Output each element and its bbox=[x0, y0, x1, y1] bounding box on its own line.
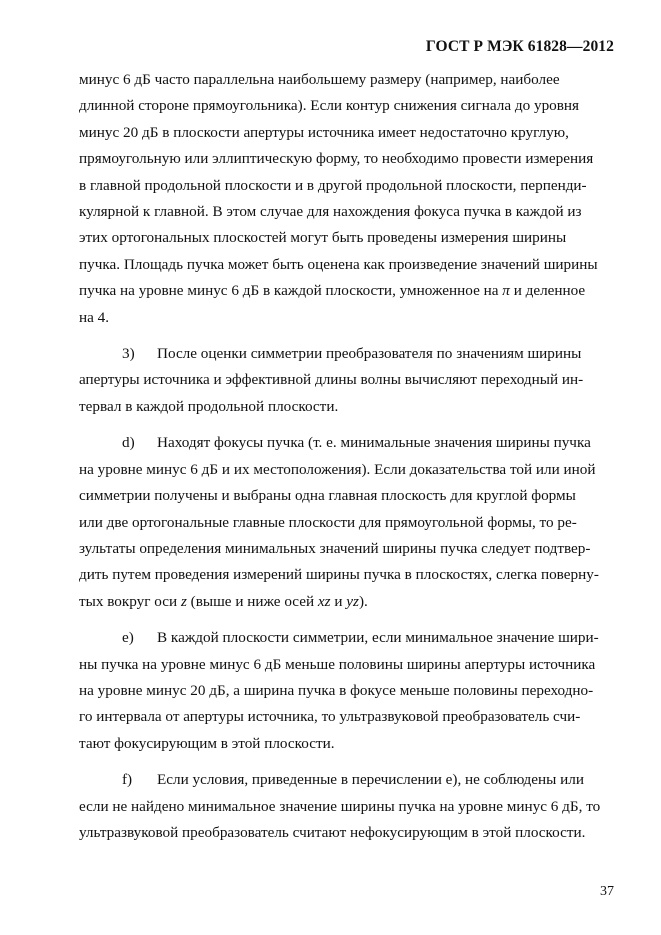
text-line: тервал в каждой продольной плоскости. bbox=[79, 397, 339, 415]
text-line: в главной продольной плоскости и в другой продольной плоскости, перпенди- bbox=[79, 176, 587, 194]
axis-symbol: xz bbox=[317, 592, 331, 610]
list-item-f bbox=[79, 767, 614, 846]
text-line: прямоугольную или эллиптическую форму, то необходимо провести измерения bbox=[79, 150, 594, 168]
text-line: го интервала от апертуры источника, то ультразвуковой преобразователь счи- bbox=[79, 708, 581, 726]
text-line: ультразвуковой преобразователь считают нефокусирующим в этой плоскости. bbox=[79, 823, 586, 841]
text-fragment: В каждой плоскости симметрии, если минимальное значение шири- bbox=[157, 629, 599, 647]
text-line bbox=[79, 430, 614, 456]
document-header: ГОСТ Р МЭК 61828—2012 bbox=[425, 38, 614, 55]
list-marker: d) bbox=[122, 434, 135, 452]
text-line bbox=[79, 589, 614, 615]
pi-symbol: π bbox=[502, 282, 510, 300]
text-line bbox=[79, 767, 614, 793]
text-fragment: и деленное bbox=[509, 282, 586, 300]
list-marker: f) bbox=[122, 771, 133, 789]
continuation-paragraph bbox=[79, 67, 614, 331]
text-fragment: (выше и ниже осей bbox=[186, 592, 318, 610]
text-fragment: тых вокруг оси bbox=[79, 592, 181, 610]
text-line: симметрии получены и выбраны одна главная плоскость для круглой формы bbox=[79, 487, 576, 505]
text-line: пучка. Площадь пучка может быть оценена как произведение значений ширины bbox=[79, 255, 598, 273]
text-line: апертуры источника и эффективной длины волны вычисляют переходный ин- bbox=[79, 371, 584, 389]
text-fragment: Находят фокусы пучка (т. е. минимальные значения ширины пучка bbox=[157, 434, 591, 452]
axis-symbol: yz bbox=[346, 592, 359, 610]
text-line: тают фокусирующим в этой плоскости. bbox=[79, 734, 335, 752]
text-fragment: Если условия, приведенные в перечислении е), не соблюдены или bbox=[157, 771, 584, 789]
axis-symbol: z bbox=[180, 592, 187, 610]
text-fragment: и bbox=[330, 592, 347, 610]
list-marker: e) bbox=[122, 629, 134, 647]
list-item-c bbox=[79, 341, 614, 420]
body-text bbox=[79, 67, 614, 846]
text-line: кулярной к главной. В этом случае для нахождения фокуса пучка в каждой из bbox=[79, 203, 582, 221]
list-item-e bbox=[79, 625, 614, 757]
text-line: если не найдено минимальное значение ширины пучка на уровне минус 6 дБ, то bbox=[79, 797, 601, 815]
list-item-d bbox=[79, 430, 614, 615]
page-number: 37 bbox=[600, 884, 614, 899]
text-line: на уровне минус 6 дБ и их местоположения). Если доказательства той или иной bbox=[79, 460, 596, 478]
text-line: ны пучка на уровне минус 6 дБ меньше половины ширины апертуры источника bbox=[79, 655, 596, 673]
text-fragment: ). bbox=[358, 592, 368, 610]
text-line: минус 20 дБ в плоскости апертуры источника имеет недостаточно круглую, bbox=[79, 123, 569, 141]
text-line bbox=[79, 278, 614, 304]
list-marker: 3) bbox=[122, 345, 135, 363]
text-line: дить путем проведения измерений ширины пучка в плоскостях, слегка поверну- bbox=[79, 566, 599, 584]
text-line bbox=[79, 341, 614, 367]
text-line: длинной стороне прямоугольника). Если контур снижения сигнала до уровня bbox=[79, 97, 580, 115]
text-line: на уровне минус 20 дБ, а ширина пучка в фокусе меньше половины переходно- bbox=[79, 681, 594, 699]
text-line bbox=[79, 625, 614, 651]
text-fragment: После оценки симметрии преобразователя по значениям ширины bbox=[157, 345, 582, 363]
text-line: зультаты определения минимальных значений ширины пучка следует подтвер- bbox=[79, 539, 591, 557]
text-line: минус 6 дБ часто параллельна наибольшему размеру (например, наиболее bbox=[79, 71, 560, 88]
text-line: этих ортогональных плоскостей могут быть проведены измерения ширины bbox=[79, 229, 567, 247]
text-fragment: пучка на уровне минус 6 дБ в каждой плоскости, умноженное на bbox=[79, 282, 503, 300]
text-line: или две ортогональные главные плоскости для прямоугольной формы, то ре- bbox=[79, 513, 577, 531]
text-line: на 4. bbox=[79, 308, 110, 326]
